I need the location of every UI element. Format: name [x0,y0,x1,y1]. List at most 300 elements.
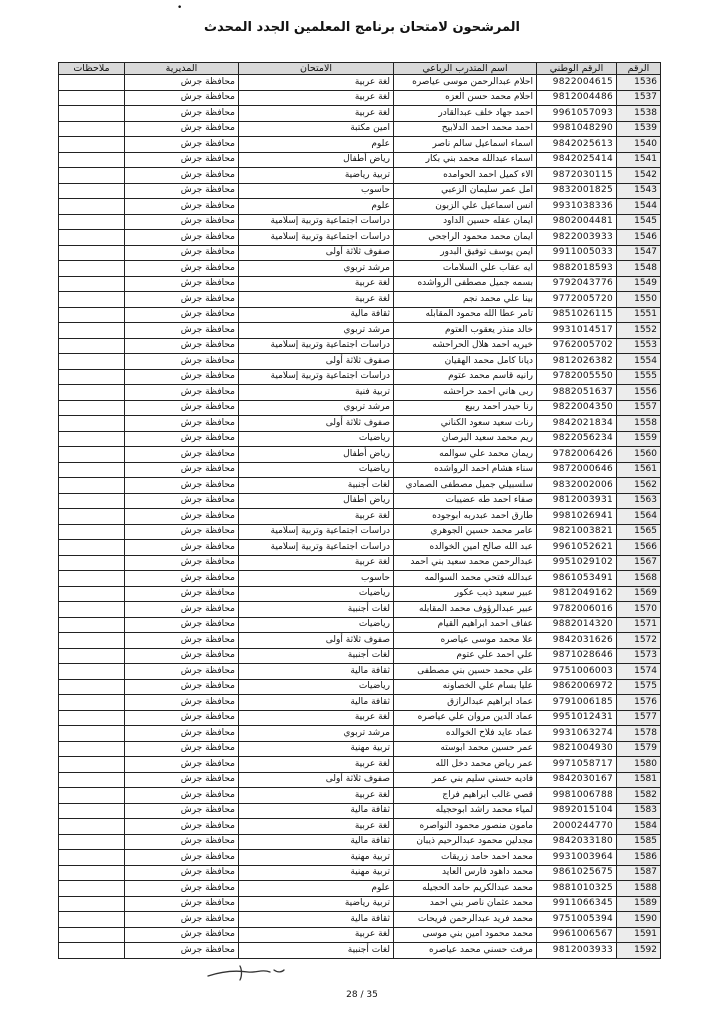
row-number: 1556 [617,385,661,401]
row-directorate: محافظة جرش [125,168,239,184]
row-directorate: محافظة جرش [125,354,239,370]
row-trainee-name: عمر حسين محمد ابوسته [394,741,537,757]
row-number: 1573 [617,648,661,664]
table-row [59,633,661,649]
row-trainee-name: مرفت حسني محمد عياصره [394,943,537,959]
row-notes [59,354,125,370]
row-exam: ثقافة مالية [239,834,394,850]
row-number: 1589 [617,896,661,912]
row-exam: مرشد تربوي [239,400,394,416]
row-number: 1579 [617,741,661,757]
row-exam: دراسات اجتماعية وتربية إسلامية [239,214,394,230]
row-national-id: 9981006788 [537,788,617,804]
row-notes [59,509,125,525]
row-exam: ثقافة مالية [239,912,394,928]
row-number: 1562 [617,478,661,494]
row-number: 1547 [617,245,661,261]
row-directorate: محافظة جرش [125,400,239,416]
row-national-id: 9931003964 [537,850,617,866]
row-number: 1592 [617,943,661,959]
row-notes [59,276,125,292]
table-row [59,121,661,137]
table-row [59,788,661,804]
row-exam: لغة عربية [239,276,394,292]
table-row [59,478,661,494]
row-exam: رياض أطفال [239,152,394,168]
row-national-id: 9821003821 [537,524,617,540]
row-notes [59,121,125,137]
row-exam: مرشد تربوي [239,261,394,277]
table-row [59,726,661,742]
table-row [59,106,661,122]
table-row [59,90,661,106]
row-trainee-name: احلام عبدالرحمن موسى عياصره [394,75,537,91]
row-exam: رياضيات [239,679,394,695]
row-national-id: 9881010325 [537,881,617,897]
row-directorate: محافظة جرش [125,571,239,587]
table-row [59,137,661,153]
row-notes [59,75,125,91]
row-exam: رياض أطفال [239,493,394,509]
table-row [59,183,661,199]
table-row [59,772,661,788]
table-row [59,354,661,370]
row-exam: لغة عربية [239,509,394,525]
table-row [59,757,661,773]
row-notes [59,416,125,432]
row-exam: صفوف ثلاثة أولى [239,354,394,370]
row-directorate: محافظة جرش [125,943,239,959]
row-directorate: محافظة جرش [125,214,239,230]
row-directorate: محافظة جرش [125,834,239,850]
row-trainee-name: مجدلين محمود عبدالرحيم ذيبان [394,834,537,850]
row-exam: ثقافة مالية [239,307,394,323]
row-exam: لغة عربية [239,106,394,122]
row-trainee-name: ايمان عقله حسين الداود [394,214,537,230]
row-directorate: محافظة جرش [125,695,239,711]
row-exam: دراسات اجتماعية وتربية إسلامية [239,230,394,246]
row-exam: لغة عربية [239,710,394,726]
row-national-id: 9961006567 [537,927,617,943]
row-number: 1588 [617,881,661,897]
row-national-id: 9832002006 [537,478,617,494]
row-notes [59,168,125,184]
row-trainee-name: محمد احمد حامد زريقات [394,850,537,866]
row-exam: امين مكتبة [239,121,394,137]
row-national-id: 9812004486 [537,90,617,106]
row-trainee-name: عمر رياض محمد دخل الله [394,757,537,773]
row-exam: صفوف ثلاثة أولى [239,772,394,788]
row-notes [59,602,125,618]
table-row [59,307,661,323]
table-row [59,230,661,246]
row-national-id: 9812049162 [537,586,617,602]
row-number: 1575 [617,679,661,695]
row-directorate: محافظة جرش [125,307,239,323]
row-notes [59,493,125,509]
row-trainee-name: تامر عطا الله محمود المقابله [394,307,537,323]
row-trainee-name: عبير سعيد ذيب عكور [394,586,537,602]
row-directorate: محافظة جرش [125,261,239,277]
table-row [59,400,661,416]
row-directorate: محافظة جرش [125,912,239,928]
table-row [59,524,661,540]
row-number: 1538 [617,106,661,122]
table-row [59,416,661,432]
table-row [59,214,661,230]
row-exam: علوم [239,137,394,153]
row-trainee-name: مامون منصور محمود النواصره [394,819,537,835]
row-number: 1550 [617,292,661,308]
row-national-id: 9971058717 [537,757,617,773]
row-number: 1566 [617,540,661,556]
row-number: 1567 [617,555,661,571]
row-directorate: محافظة جرش [125,540,239,556]
row-number: 1555 [617,369,661,385]
table-row [59,338,661,354]
header-name: اسم المتدرب الرباعي [394,63,537,75]
row-number: 1561 [617,462,661,478]
row-national-id: 9931063274 [537,726,617,742]
table-row [59,369,661,385]
row-notes [59,896,125,912]
row-trainee-name: قصي غالب ابراهيم فراج [394,788,537,804]
row-directorate: محافظة جرش [125,648,239,664]
candidates-table [58,62,661,959]
table-row [59,819,661,835]
table-body [59,75,661,959]
table-row [59,850,661,866]
row-number: 1583 [617,803,661,819]
row-trainee-name: اسماء عبدالله محمد بني بكار [394,152,537,168]
row-number: 1546 [617,230,661,246]
row-notes [59,633,125,649]
row-number: 1540 [617,137,661,153]
row-notes [59,152,125,168]
row-exam: دراسات اجتماعية وتربية إسلامية [239,369,394,385]
row-notes [59,571,125,587]
table-row [59,509,661,525]
row-exam: صفوف ثلاثة أولى [239,245,394,261]
table-row [59,803,661,819]
table-row [59,276,661,292]
row-national-id: 9882014320 [537,617,617,633]
top-mark: • [177,3,183,13]
row-number: 1543 [617,183,661,199]
row-directorate: محافظة جرش [125,586,239,602]
row-national-id: 9911005033 [537,245,617,261]
row-number: 1571 [617,617,661,633]
row-national-id: 9812003931 [537,493,617,509]
row-number: 1539 [617,121,661,137]
row-directorate: محافظة جرش [125,710,239,726]
row-national-id: 9961057093 [537,106,617,122]
row-number: 1574 [617,664,661,680]
row-notes [59,695,125,711]
row-national-id: 9832001825 [537,183,617,199]
row-directorate: محافظة جرش [125,772,239,788]
row-national-id: 9762005702 [537,338,617,354]
row-national-id: 9882018593 [537,261,617,277]
row-directorate: محافظة جرش [125,230,239,246]
row-exam: تربية رياضية [239,896,394,912]
row-trainee-name: الاء كميل احمد الحوامده [394,168,537,184]
row-national-id: 9842021834 [537,416,617,432]
row-directorate: محافظة جرش [125,664,239,680]
table-header-row [59,63,661,75]
row-exam: صفوف ثلاثة أولى [239,633,394,649]
row-number: 1569 [617,586,661,602]
row-number: 1554 [617,354,661,370]
row-trainee-name: عبدالله فتحي محمد السوالمه [394,571,537,587]
row-number: 1580 [617,757,661,773]
row-trainee-name: عبدالرحمن محمد سعيد بني احمد [394,555,537,571]
row-notes [59,137,125,153]
row-national-id: 9861025675 [537,865,617,881]
row-exam: حاسوب [239,183,394,199]
row-number: 1553 [617,338,661,354]
row-national-id: 9851026115 [537,307,617,323]
row-notes [59,447,125,463]
row-trainee-name: ديانا كامل محمد الهقيان [394,354,537,370]
row-national-id: 9772005720 [537,292,617,308]
table-row [59,385,661,401]
table-row [59,245,661,261]
row-notes [59,757,125,773]
row-notes [59,385,125,401]
row-directorate: محافظة جرش [125,106,239,122]
row-number: 1591 [617,927,661,943]
row-notes [59,586,125,602]
row-trainee-name: فاديه حسني سليم بني عمر [394,772,537,788]
row-trainee-name: خالد منذر يعقوب العتوم [394,323,537,339]
row-trainee-name: بينا علي محمد نجم [394,292,537,308]
row-directorate: محافظة جرش [125,276,239,292]
row-directorate: محافظة جرش [125,726,239,742]
row-directorate: محافظة جرش [125,741,239,757]
row-directorate: محافظة جرش [125,416,239,432]
row-notes [59,710,125,726]
row-exam: لغات أجنبية [239,943,394,959]
row-directorate: محافظة جرش [125,896,239,912]
row-directorate: محافظة جرش [125,323,239,339]
row-exam: مرشد تربوي [239,726,394,742]
row-trainee-name: عماد عايد فلاح الخوالده [394,726,537,742]
row-directorate: محافظة جرش [125,757,239,773]
signature [200,960,290,984]
row-directorate: محافظة جرش [125,865,239,881]
row-directorate: محافظة جرش [125,617,239,633]
row-trainee-name: عامر محمد حسين الجوهري [394,524,537,540]
row-notes [59,741,125,757]
row-directorate: محافظة جرش [125,75,239,91]
row-notes [59,555,125,571]
row-trainee-name: علا محمد موسى عياصره [394,633,537,649]
row-exam: رياضيات [239,431,394,447]
row-exam: رياض أطفال [239,447,394,463]
row-trainee-name: لمياء محمد راشد ابوحجيله [394,803,537,819]
row-notes [59,865,125,881]
row-national-id: 9821004930 [537,741,617,757]
table-row [59,199,661,215]
row-directorate: محافظة جرش [125,881,239,897]
table-row [59,741,661,757]
row-national-id: 9951012431 [537,710,617,726]
row-national-id: 9981026941 [537,509,617,525]
row-number: 1585 [617,834,661,850]
row-trainee-name: رانيه قاسم محمد عتوم [394,369,537,385]
row-exam: ثقافة مالية [239,803,394,819]
row-national-id: 9842033180 [537,834,617,850]
row-number: 1578 [617,726,661,742]
row-directorate: محافظة جرش [125,385,239,401]
row-notes [59,912,125,928]
row-number: 1587 [617,865,661,881]
row-trainee-name: بسمه جميل مصطفى الرواشده [394,276,537,292]
row-notes [59,788,125,804]
row-trainee-name: علي محمد حسين بني مصطفى [394,664,537,680]
row-directorate: محافظة جرش [125,369,239,385]
row-directorate: محافظة جرش [125,633,239,649]
page-number: 28 / 35 [346,990,378,1000]
row-number: 1545 [617,214,661,230]
row-number: 1584 [617,819,661,835]
row-number: 1564 [617,509,661,525]
row-trainee-name: رنات سعيد سعود الكناني [394,416,537,432]
row-exam: ثقافة مالية [239,664,394,680]
row-number: 1577 [617,710,661,726]
row-national-id: 9842025613 [537,137,617,153]
row-number: 1537 [617,90,661,106]
row-directorate: محافظة جرش [125,462,239,478]
row-notes [59,199,125,215]
row-trainee-name: علي احمد علي عتوم [394,648,537,664]
row-directorate: محافظة جرش [125,493,239,509]
row-national-id: 9961052621 [537,540,617,556]
row-trainee-name: اسماء اسماعيل سالم ناصر [394,137,537,153]
row-national-id: 9782005550 [537,369,617,385]
row-national-id: 9791006185 [537,695,617,711]
row-directorate: محافظة جرش [125,338,239,354]
row-number: 1582 [617,788,661,804]
row-exam: تربية مهنية [239,865,394,881]
row-notes [59,106,125,122]
row-directorate: محافظة جرش [125,788,239,804]
row-directorate: محافظة جرش [125,152,239,168]
row-national-id: 9751006003 [537,664,617,680]
row-exam: لغة عربية [239,555,394,571]
row-directorate: محافظة جرش [125,803,239,819]
row-national-id: 9812026382 [537,354,617,370]
row-directorate: محافظة جرش [125,447,239,463]
row-exam: لغة عربية [239,75,394,91]
row-trainee-name: احمد جهاد خلف عبدالقادر [394,106,537,122]
row-exam: رياضيات [239,617,394,633]
row-exam: لغة عربية [239,292,394,308]
page-title: المرشحون لامتحان برنامج المعلمين الجدد المحدث [204,20,520,35]
row-trainee-name: ريمان محمد علي سوالمه [394,447,537,463]
row-national-id: 9822003933 [537,230,617,246]
row-directorate: محافظة جرش [125,431,239,447]
row-directorate: محافظة جرش [125,183,239,199]
row-exam: ثقافة مالية [239,695,394,711]
row-exam: تربية فنية [239,385,394,401]
row-trainee-name: عبد الله صالح امين الخوالده [394,540,537,556]
row-national-id: 9812003933 [537,943,617,959]
row-national-id: 9861053491 [537,571,617,587]
row-national-id: 9782006426 [537,447,617,463]
table-row [59,462,661,478]
row-exam: لغة عربية [239,927,394,943]
row-directorate: محافظة جرش [125,121,239,137]
row-national-id: 9872000646 [537,462,617,478]
table-row [59,664,661,680]
row-number: 1559 [617,431,661,447]
row-number: 1558 [617,416,661,432]
row-national-id: 9892015104 [537,803,617,819]
row-trainee-name: ريم محمد سعيد البرصان [394,431,537,447]
row-directorate: محافظة جرش [125,245,239,261]
row-notes [59,478,125,494]
table-row [59,447,661,463]
row-number: 1560 [617,447,661,463]
row-trainee-name: عبير عبدالرؤوف محمد المقابله [394,602,537,618]
row-notes [59,834,125,850]
row-number: 1565 [617,524,661,540]
row-national-id: 9871028646 [537,648,617,664]
table-row [59,571,661,587]
row-national-id: 9951029102 [537,555,617,571]
row-notes [59,369,125,385]
row-notes [59,850,125,866]
table-row [59,695,661,711]
row-national-id: 9802004481 [537,214,617,230]
header-exam: الامتحان [239,63,394,75]
row-notes [59,230,125,246]
row-national-id: 9911066345 [537,896,617,912]
row-trainee-name: ايمان محمد محمود الراجحي [394,230,537,246]
table-row [59,912,661,928]
header-notes: ملاحظات [59,63,125,75]
table-row [59,648,661,664]
row-notes [59,245,125,261]
row-number: 1536 [617,75,661,91]
row-notes [59,881,125,897]
row-national-id: 9842030167 [537,772,617,788]
row-trainee-name: احلام محمد حسن العزه [394,90,537,106]
row-exam: لغات أجنبية [239,478,394,494]
row-trainee-name: ايمن يوسف توفيق البدور [394,245,537,261]
row-notes [59,400,125,416]
row-exam: علوم [239,199,394,215]
row-number: 1590 [617,912,661,928]
row-directorate: محافظة جرش [125,292,239,308]
table-row [59,834,661,850]
table-row [59,896,661,912]
row-exam: رياضيات [239,462,394,478]
row-trainee-name: ايه عقاب علي السلامات [394,261,537,277]
row-notes [59,431,125,447]
row-exam: دراسات اجتماعية وتربية إسلامية [239,524,394,540]
row-national-id: 9882051637 [537,385,617,401]
row-notes [59,726,125,742]
row-notes [59,772,125,788]
row-trainee-name: محمد داهود فارس العايد [394,865,537,881]
row-exam: رياضيات [239,586,394,602]
row-national-id: 9872030115 [537,168,617,184]
header-national-id: الرقم الوطني [537,63,617,75]
row-trainee-name: طارق احمد عبدربه ابوجوده [394,509,537,525]
